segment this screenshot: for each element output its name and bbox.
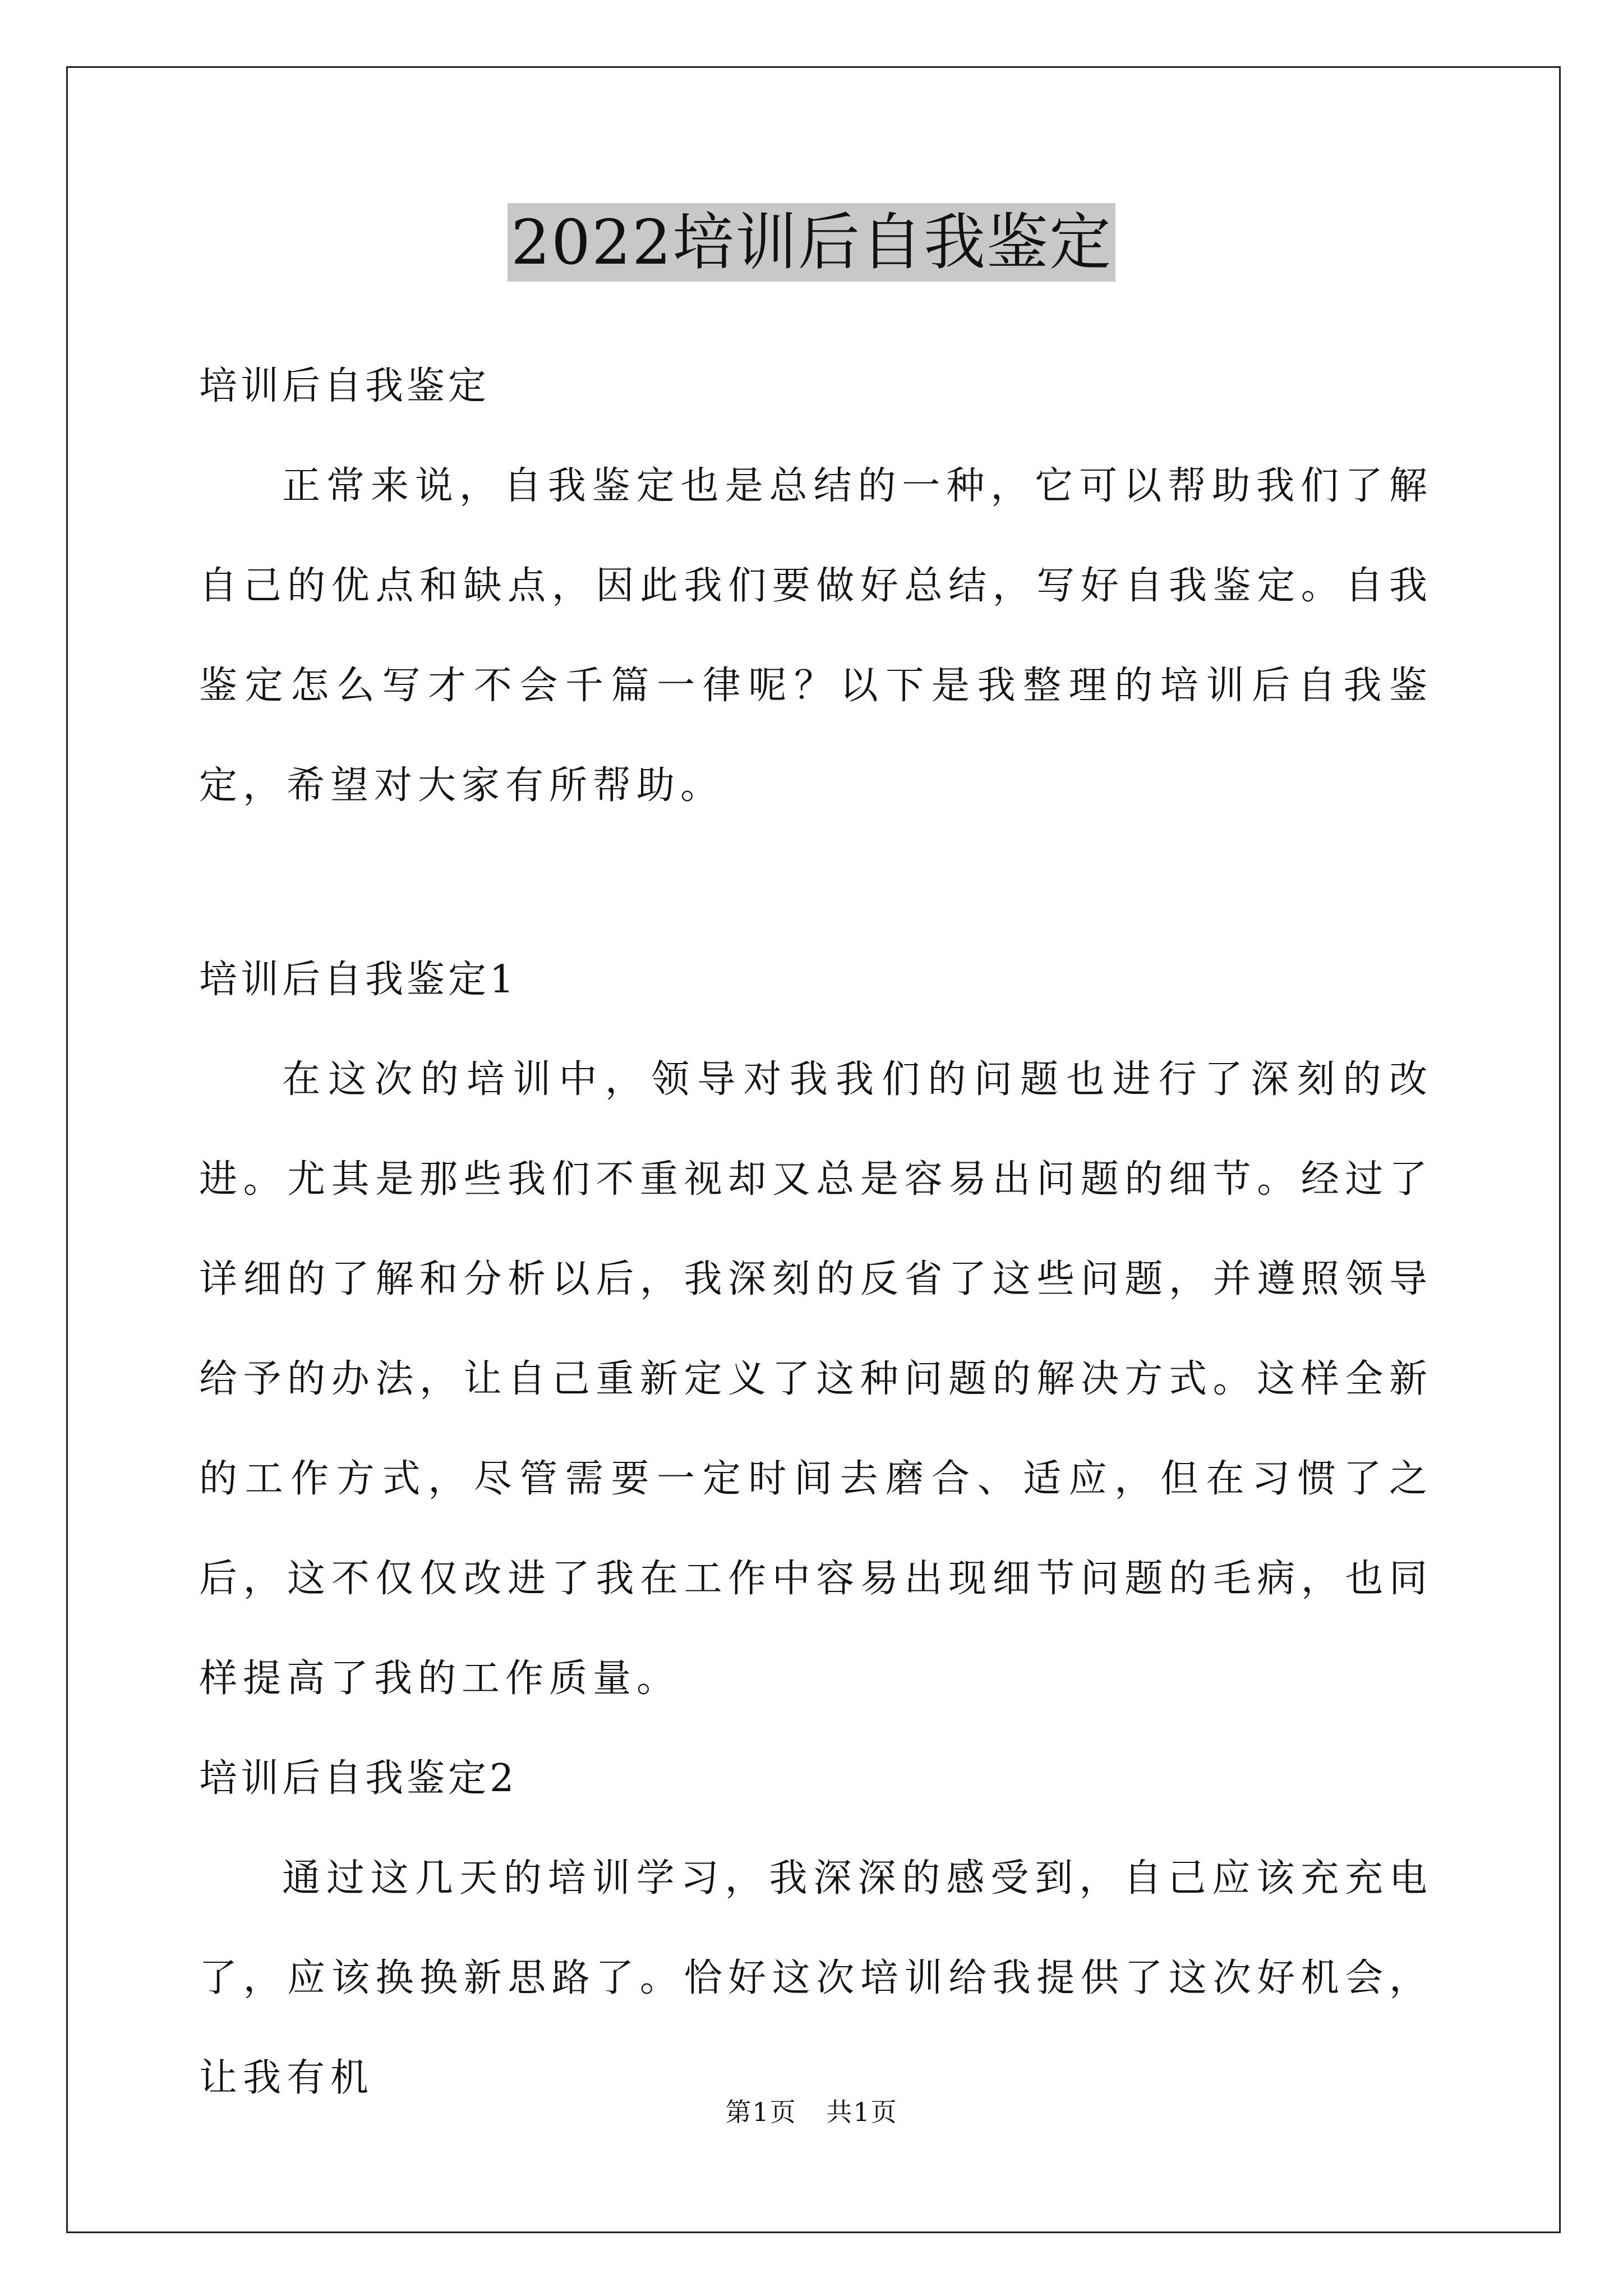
section-2-heading: 培训后自我鉴定2 bbox=[199, 1756, 518, 1801]
page-number-total: 共1页 bbox=[826, 2097, 898, 2127]
section-2-paragraph: 通过这几天的培训学习，我深深的感受到，自己应该充充电了，应该换换新思路了。恰好这次培训给我提供了这次好机会，让我有机 bbox=[199, 1856, 1433, 2100]
document-title: 2022培训后自我鉴定 bbox=[508, 203, 1115, 282]
section-1-heading: 培训后自我鉴定1 bbox=[199, 958, 518, 1002]
page-footer bbox=[0, 2095, 1623, 2129]
intro-paragraph: 正常来说，自我鉴定也是总结的一种，它可以帮助我们了解自己的优点和缺点，因此我们要做好总结，写好自我鉴定。自我鉴定怎么写才不会千篇一律呢？以下是我整理的培训后自我鉴定，希望对大家有所帮助。 bbox=[199, 464, 1433, 808]
section-1-paragraph: 在这次的培训中，领导对我我们的问题也进行了深刻的改进。尤其是那些我们不重视却又总是容易出问题的细节。经过了详细的了解和分析以后，我深刻的反省了这些问题，并遵照领导给予的办法，让自己重新定义了这种问题的解决方式。这样全新的工作方式，尽管需要一定时间去磨合、适应，但在习惯了之后，这不仅仅改进了我在工作中容易出现细节问题的毛病，也同样提高了我的工作质量。 bbox=[199, 1057, 1433, 1701]
intro-heading: 培训后自我鉴定 bbox=[199, 364, 490, 408]
document-body bbox=[199, 337, 1433, 2128]
title-container bbox=[0, 203, 1623, 282]
page-number-current: 第1页 bbox=[725, 2097, 797, 2127]
section-spacer bbox=[199, 836, 1433, 930]
